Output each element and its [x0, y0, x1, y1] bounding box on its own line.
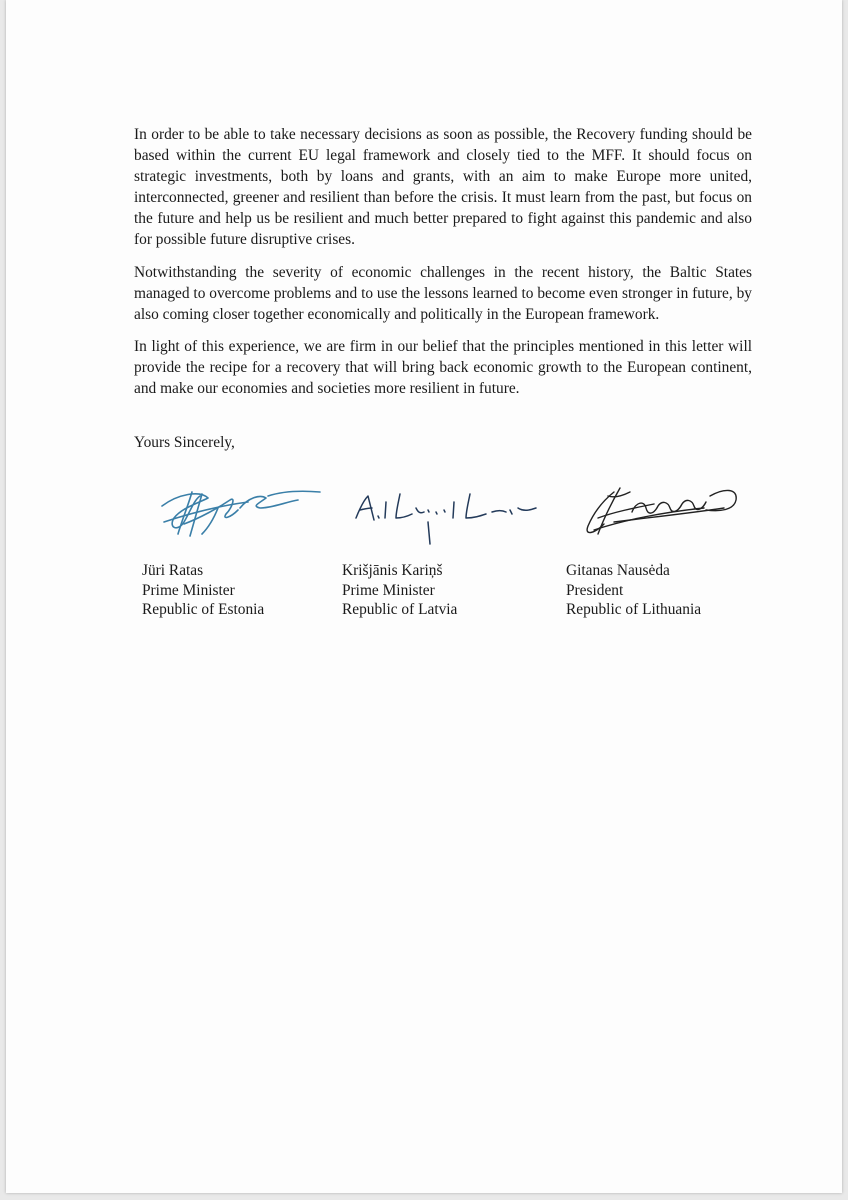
- signatory-estonia: [142, 561, 264, 620]
- signatory-title: President: [566, 581, 624, 599]
- paragraph-2: Notwithstanding the severity of economic challenges in the recent history, the Baltic States managed to overcome problems and to use the lessons learned to become even stronger in future, by also coming closer together economically and politically in the European framework.: [134, 263, 752, 323]
- signatory-country: Republic of Latvia: [342, 601, 458, 619]
- letter-page: [6, 0, 842, 1193]
- signature-lithuania-image: [574, 478, 744, 544]
- signatory-title: Prime Minister: [342, 581, 435, 599]
- closing-salutation: Yours Sincerely,: [134, 434, 235, 451]
- paragraph-3: In light of this experience, we are firm in our belief that the principles mentioned in this letter will provide the recipe for a recovery that will bring back economic growth to the European continent, and make our economies and societies more resilient in future.: [134, 337, 752, 398]
- signatory-name: Jüri Ratas: [142, 562, 204, 579]
- signatory-name: Krišjānis Kariņš: [342, 562, 443, 579]
- signatory-latvia: [342, 561, 457, 620]
- signatory-country: Republic of Estonia: [142, 601, 265, 619]
- signature-latvia-image: [352, 488, 552, 546]
- signature-estonia-image: [148, 478, 328, 540]
- signatory-lithuania: [566, 561, 701, 620]
- signatory-country: Republic of Lithuania: [566, 601, 702, 619]
- signatory-title: Prime Minister: [142, 581, 235, 599]
- paragraph-1: In order to be able to take necessary decisions as soon as possible, the Recovery funding should be based within the current EU legal framework and closely tied to the MFF. It should focus on strategic investments, both by loans and grants, with an aim to make Europe more united, interconnected, greener and resilient than before the crisis. It must learn from the past, but focus on the future and help us be resilient and much better prepared to fight against this pandemic and also for possible future disruptive crises.: [134, 126, 752, 249]
- letter-body: [134, 124, 752, 410]
- signatory-name: Gitanas Nausėda: [566, 562, 670, 579]
